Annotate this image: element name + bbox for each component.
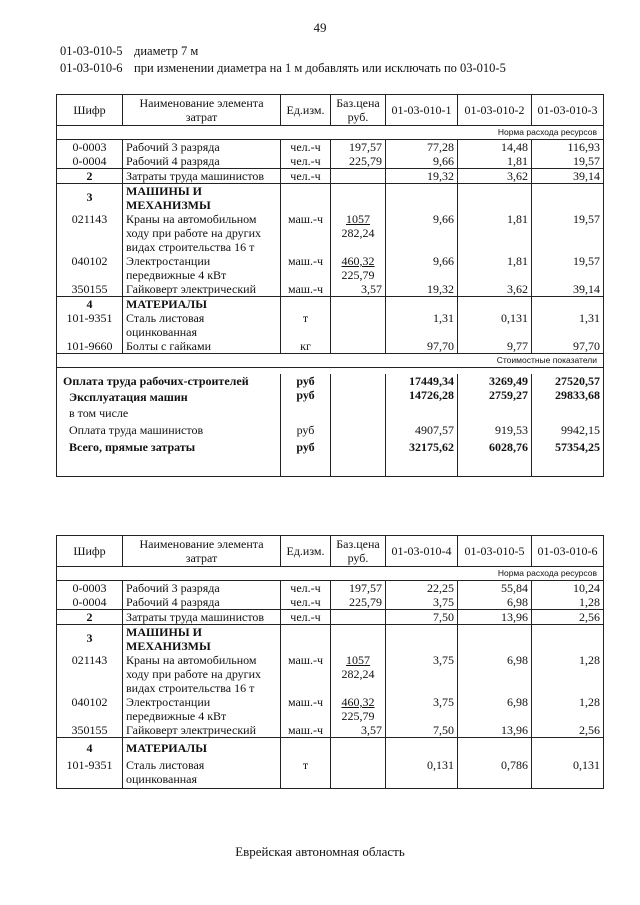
cell-code: 350155: [57, 723, 123, 738]
summary-value: 14726,28: [386, 388, 458, 404]
cell-value: 7,50: [386, 723, 458, 738]
cell-value: 1,81: [458, 212, 532, 254]
cell-name: Рабочий 3 разряда: [123, 140, 281, 155]
cell-value: 2,56: [532, 723, 604, 738]
col-header-variant: 01-03-010-6: [532, 536, 604, 567]
cell-value: 3,75: [386, 595, 458, 610]
summary-empty: [281, 404, 331, 420]
summary-value: 27520,57: [532, 374, 604, 388]
cell-code: 2: [57, 610, 123, 625]
cell-name: МАШИНЫ И МЕХАНИЗМЫ: [123, 625, 281, 654]
page-number: 49: [313, 20, 327, 35]
cell-price: 197,57: [331, 140, 386, 155]
cell-unit: чел.-ч: [281, 595, 331, 610]
cell-price: [331, 758, 386, 789]
table-row: [57, 297, 604, 312]
cell-code: 350155: [57, 282, 123, 297]
header-code: 01-03-010-5: [60, 44, 123, 58]
cell-price: 197,57: [331, 581, 386, 596]
cell-value: [532, 297, 604, 312]
cell-value: 7,50: [386, 610, 458, 625]
price-main: 460,32: [341, 254, 375, 268]
cell-code: 040102: [57, 254, 123, 282]
header-line-2: [60, 61, 506, 76]
cell-value: 39,14: [532, 169, 604, 184]
cell-value: 6,98: [458, 695, 532, 723]
cell-name: Сталь листовая оцинкованная: [123, 758, 281, 789]
summary-value: 9942,15: [532, 420, 604, 437]
cell-code: 3: [57, 625, 123, 654]
table-row: [57, 282, 604, 297]
cell-value: 1,81: [458, 254, 532, 282]
summary-value: 57354,25: [532, 437, 604, 477]
cell-value: 9,66: [386, 212, 458, 254]
cell-value: 77,28: [386, 140, 458, 155]
cell-unit: кг: [281, 339, 331, 354]
summary-unit: руб: [281, 420, 331, 437]
col-header-variant: 01-03-010-4: [386, 536, 458, 567]
cell-price: [331, 254, 386, 282]
cell-unit: чел.-ч: [281, 581, 331, 596]
cell-code: 2: [57, 169, 123, 184]
cell-price: [331, 610, 386, 625]
cell-name: Рабочий 4 разряда: [123, 154, 281, 169]
table-row: [57, 738, 604, 759]
cell-value: 3,75: [386, 695, 458, 723]
price-secondary: 225,79: [341, 709, 375, 723]
summary-unit: руб: [281, 388, 331, 404]
table-row: [57, 212, 604, 254]
col-header-unit: Ед.изм.: [281, 95, 331, 126]
cell-name: МАШИНЫ И МЕХАНИЗМЫ: [123, 184, 281, 213]
summary-name: в том числе: [57, 404, 281, 420]
col-header-price: Баз.цена руб.: [331, 536, 386, 567]
cell-code: 040102: [57, 695, 123, 723]
cell-value: 9,66: [386, 154, 458, 169]
cell-value: [458, 625, 532, 654]
table-row: [57, 595, 604, 610]
table-row: [57, 653, 604, 695]
cell-value: 3,75: [386, 653, 458, 695]
cell-value: 97,70: [386, 339, 458, 354]
col-header-code: Шифр: [57, 95, 123, 126]
cell-unit: маш.-ч: [281, 212, 331, 254]
cell-name: Краны на автомобильном ходу при работе на других видах строительства 16 т: [123, 653, 281, 695]
cell-unit: [281, 738, 331, 759]
cell-price: [331, 169, 386, 184]
cell-price: 3,57: [331, 723, 386, 738]
col-header-name: Наименование элемента затрат: [123, 95, 281, 126]
cell-unit: маш.-ч: [281, 723, 331, 738]
cell-unit: маш.-ч: [281, 254, 331, 282]
summary-empty: [331, 437, 386, 477]
header-text: при изменении диаметра на 1 м добавлять или исключать по 03-010-5: [134, 61, 506, 75]
cell-unit: чел.-ч: [281, 140, 331, 155]
cell-name: Гайковерт электрический: [123, 282, 281, 297]
summary-value: 2759,27: [458, 388, 532, 404]
summary-value: 3269,49: [458, 374, 532, 388]
cell-price: [331, 297, 386, 312]
table-row: [57, 154, 604, 169]
summary-empty: [532, 404, 604, 420]
cell-value: 39,14: [532, 282, 604, 297]
cell-code: 101-9351: [57, 758, 123, 789]
summary-value: 29833,68: [532, 388, 604, 404]
cell-value: 6,98: [458, 653, 532, 695]
cell-value: 1,81: [458, 154, 532, 169]
cell-price: [331, 311, 386, 339]
summary-value: 919,53: [458, 420, 532, 437]
cell-value: [458, 184, 532, 213]
col-header-variant: 01-03-010-3: [532, 95, 604, 126]
summary-empty: [386, 404, 458, 420]
summary-name: Оплата труда машинистов: [57, 420, 281, 437]
cell-value: [386, 184, 458, 213]
cell-unit: [281, 184, 331, 213]
cell-value: [532, 625, 604, 654]
summary-unit: руб: [281, 374, 331, 388]
col-header-price: Баз.цена руб.: [331, 95, 386, 126]
price-secondary: 282,24: [341, 226, 375, 240]
norm-label: Норма расхода ресурсов: [57, 567, 604, 581]
cell-name: Рабочий 3 разряда: [123, 581, 281, 596]
cell-value: 1,28: [532, 653, 604, 695]
header-code: 01-03-010-6: [60, 61, 123, 75]
summary-row: [57, 374, 604, 388]
norm-label: Норма расхода ресурсов: [57, 126, 604, 140]
cell-value: 1,31: [386, 311, 458, 339]
cost-label: Стоимостные показатели: [57, 354, 604, 368]
cell-value: [386, 625, 458, 654]
cell-value: 19,32: [386, 282, 458, 297]
summary-row: [57, 388, 604, 404]
region-footer: Еврейская автономная область: [235, 844, 405, 859]
cell-price: 225,79: [331, 595, 386, 610]
cell-value: 0,786: [458, 758, 532, 789]
cell-value: 10,24: [532, 581, 604, 596]
price-main: 1057: [346, 653, 370, 667]
col-header-variant: 01-03-010-5: [458, 536, 532, 567]
cell-value: 14,48: [458, 140, 532, 155]
cell-unit: [281, 625, 331, 654]
cell-value: 13,96: [458, 610, 532, 625]
cell-code: 021143: [57, 653, 123, 695]
cost-label-row: [57, 354, 604, 368]
cell-unit: чел.-ч: [281, 154, 331, 169]
cell-value: 13,96: [458, 723, 532, 738]
cell-value: 97,70: [532, 339, 604, 354]
norm-label-row: [57, 567, 604, 581]
cell-price: [331, 184, 386, 213]
cell-value: [458, 297, 532, 312]
price-main: 1057: [346, 212, 370, 226]
table-row: [57, 581, 604, 596]
cell-value: 2,56: [532, 610, 604, 625]
table-row: [57, 140, 604, 155]
cell-name: МАТЕРИАЛЫ: [123, 738, 281, 759]
cell-value: 1,31: [532, 311, 604, 339]
summary-empty: [331, 404, 386, 420]
summary-empty: [331, 388, 386, 404]
cell-code: 101-9660: [57, 339, 123, 354]
price-secondary: 225,79: [341, 268, 375, 282]
col-header-code: Шифр: [57, 536, 123, 567]
cell-code: 101-9351: [57, 311, 123, 339]
summary-row: [57, 437, 604, 477]
resource-table-1: [56, 94, 604, 477]
cell-value: [532, 184, 604, 213]
price-secondary: 282,24: [341, 667, 375, 681]
table-row: [57, 695, 604, 723]
col-header-name: Наименование элемента затрат: [123, 536, 281, 567]
table-header-row: [57, 95, 604, 126]
cell-price: [331, 339, 386, 354]
cell-value: 9,66: [386, 254, 458, 282]
cell-price: [331, 625, 386, 654]
table-header-row: [57, 536, 604, 567]
col-header-variant: 01-03-010-2: [458, 95, 532, 126]
table-row: [57, 311, 604, 339]
cell-price: 225,79: [331, 154, 386, 169]
cell-name: Рабочий 4 разряда: [123, 595, 281, 610]
cell-name: Краны на автомобильном ходу при работе на других видах строительства 16 т: [123, 212, 281, 254]
cell-price: [331, 695, 386, 723]
cell-name: Электростанции передвижные 4 кВт: [123, 695, 281, 723]
summary-value: 17449,34: [386, 374, 458, 388]
table-row: [57, 254, 604, 282]
cell-unit: т: [281, 758, 331, 789]
resource-table-2: [56, 535, 604, 789]
cell-price: 3,57: [331, 282, 386, 297]
cell-code: 4: [57, 297, 123, 312]
cell-value: [386, 738, 458, 759]
cell-value: 0,131: [386, 758, 458, 789]
summary-unit: руб: [281, 437, 331, 477]
cell-code: 0-0003: [57, 581, 123, 596]
cell-value: 19,57: [532, 212, 604, 254]
summary-name: Всего, прямые затраты: [57, 437, 281, 477]
cell-price: [331, 738, 386, 759]
norm-label-row: [57, 126, 604, 140]
table-row: [57, 723, 604, 738]
cell-unit: чел.-ч: [281, 610, 331, 625]
cell-code: 0-0003: [57, 140, 123, 155]
cell-unit: чел.-ч: [281, 169, 331, 184]
cell-value: 0,131: [532, 758, 604, 789]
summary-row: [57, 420, 604, 437]
cell-value: 19,57: [532, 254, 604, 282]
cell-value: 1,28: [532, 695, 604, 723]
cell-value: 55,84: [458, 581, 532, 596]
cell-value: 3,62: [458, 282, 532, 297]
cell-code: 021143: [57, 212, 123, 254]
cell-value: 116,93: [532, 140, 604, 155]
col-header-unit: Ед.изм.: [281, 536, 331, 567]
cell-unit: маш.-ч: [281, 282, 331, 297]
table-row: [57, 339, 604, 354]
cell-name: Затраты труда машинистов: [123, 610, 281, 625]
summary-name: Оплата труда рабочих-строителей: [57, 374, 281, 388]
col-header-variant: 01-03-010-1: [386, 95, 458, 126]
cell-name: Электростанции передвижные 4 кВт: [123, 254, 281, 282]
cell-price: [331, 653, 386, 695]
cell-unit: маш.-ч: [281, 695, 331, 723]
summary-empty: [331, 420, 386, 437]
cell-unit: маш.-ч: [281, 653, 331, 695]
cell-value: 9,77: [458, 339, 532, 354]
cell-code: 3: [57, 184, 123, 213]
price-main: 460,32: [341, 695, 375, 709]
cell-name: МАТЕРИАЛЫ: [123, 297, 281, 312]
summary-row: [57, 404, 604, 420]
cell-unit: т: [281, 311, 331, 339]
cell-value: 3,62: [458, 169, 532, 184]
cell-name: Сталь листовая оцинкованная: [123, 311, 281, 339]
table-row: [57, 610, 604, 625]
summary-value: 4907,57: [386, 420, 458, 437]
table-row: [57, 184, 604, 213]
table-row: [57, 625, 604, 654]
cell-value: 22,25: [386, 581, 458, 596]
cell-name: Затраты труда машинистов: [123, 169, 281, 184]
table-row: [57, 758, 604, 789]
table-row: [57, 169, 604, 184]
cell-code: 0-0004: [57, 595, 123, 610]
summary-value: 32175,62: [386, 437, 458, 477]
cell-value: 6,98: [458, 595, 532, 610]
cell-value: [532, 738, 604, 759]
cell-value: [386, 297, 458, 312]
cell-unit: [281, 297, 331, 312]
summary-empty: [458, 404, 532, 420]
summary-empty: [331, 374, 386, 388]
cell-price: [331, 212, 386, 254]
cell-code: 0-0004: [57, 154, 123, 169]
cell-value: 19,57: [532, 154, 604, 169]
header-text: диаметр 7 м: [134, 44, 199, 58]
cell-value: 0,131: [458, 311, 532, 339]
header-line-1: [60, 44, 198, 59]
cell-value: 1,28: [532, 595, 604, 610]
cell-value: [458, 738, 532, 759]
cell-name: Гайковерт электрический: [123, 723, 281, 738]
summary-value: 6028,76: [458, 437, 532, 477]
cell-code: 4: [57, 738, 123, 759]
summary-name: Эксплуатация машин: [57, 388, 281, 404]
cell-value: 19,32: [386, 169, 458, 184]
cell-name: Болты с гайками: [123, 339, 281, 354]
